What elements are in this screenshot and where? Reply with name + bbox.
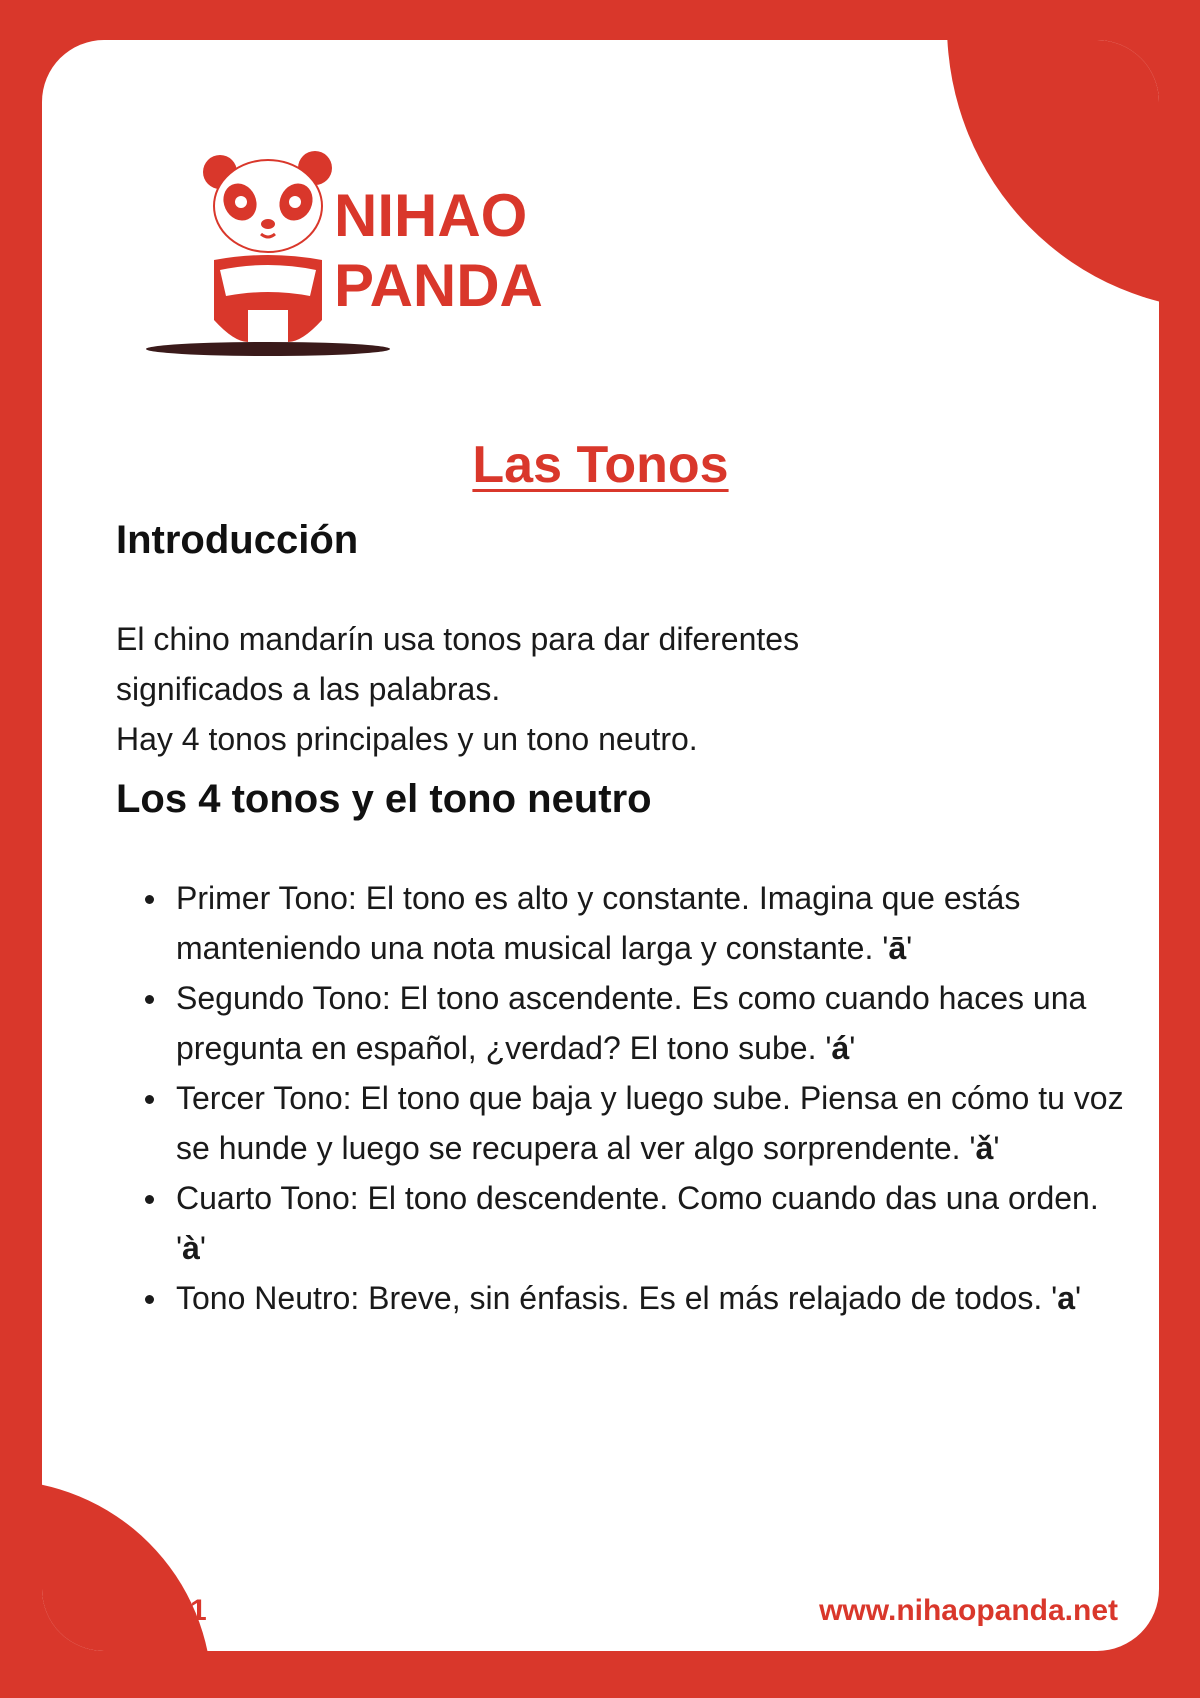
website-link[interactable]: www.nihaopanda.net	[819, 1594, 1118, 1627]
intro-line: Hay 4 tonos principales y un tono neutro.	[116, 721, 698, 757]
intro-heading: Introducción	[116, 518, 359, 562]
page-title: Las Tonos	[472, 436, 729, 494]
tones-heading: Los 4 tonos y el tono neutro	[116, 777, 652, 821]
list-item: Tercer Tono: El tono que baja y luego sube. Piensa en cómo tu voz se hunde y luego se recupera al ver algo sorprendente. 'ǎ'	[116, 1073, 1126, 1173]
list-item: Cuarto Tono: El tono descendente. Como cuando das una orden. 'à'	[116, 1173, 1126, 1273]
tone-mark: a	[1057, 1280, 1076, 1316]
document-page	[42, 40, 1159, 1651]
brand-line-1: NIHAO	[334, 182, 528, 249]
corner-decoration-top-right	[947, 40, 1159, 310]
tone-mark: à	[182, 1230, 200, 1266]
page-number: 1	[190, 1594, 207, 1627]
intro-line: El chino mandarín usa tonos para dar diferentes	[116, 621, 800, 657]
tone-mark: ǎ	[975, 1130, 994, 1166]
intro-line: significados a las palabras.	[116, 671, 501, 707]
logo-shadow	[146, 342, 390, 356]
list-item: Segundo Tono: El tono ascendente. Es como cuando haces una pregunta en español, ¿verdad? El tono sube. 'á'	[116, 973, 1126, 1073]
corner-decoration-bottom-left	[42, 1480, 212, 1651]
brand-line-2: PANDA	[334, 252, 543, 319]
intro-paragraph	[116, 614, 1076, 764]
tone-mark: ā	[888, 930, 907, 966]
list-item: Primer Tono: El tono es alto y constante. Imagina que estás manteniendo una nota musical larga y constante. 'ā'	[116, 873, 1126, 973]
tones-list	[116, 873, 1126, 1323]
list-item: Tono Neutro: Breve, sin énfasis. Es el más relajado de todos. 'a'	[116, 1273, 1126, 1323]
nihao-panda-logo	[102, 110, 562, 370]
tone-mark: á	[831, 1030, 850, 1066]
